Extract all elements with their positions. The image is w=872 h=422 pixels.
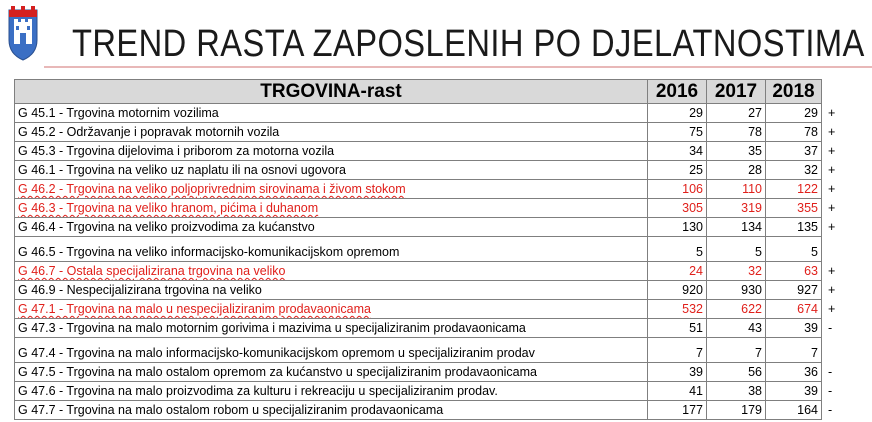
activity-label: G 47.6 - Trgovina na malo proizvodima za kulturu i rekreaciju u specijaliziranim prodav. <box>18 384 498 398</box>
trend-sign: - <box>828 365 833 379</box>
value-cell-2018: 135 <box>766 218 822 237</box>
trend-sign: + <box>828 182 836 196</box>
trend-sign <box>822 338 852 363</box>
value-cell-2017: 110 <box>707 180 766 199</box>
activity-label-cell <box>15 300 648 319</box>
value-cell-2016: 130 <box>648 218 707 237</box>
table-row <box>15 338 852 363</box>
activity-label: G 47.3 - Trgovina na malo motornim gorivima i mazivima u specijaliziranim prodavaonicama <box>18 321 526 335</box>
value-cell-2018: 29 <box>766 104 822 123</box>
value-cell-2017: 134 <box>707 218 766 237</box>
activity-label: G 46.4 - Trgovina na veliko proizvodima za kućanstvo <box>18 220 315 234</box>
activity-label-cell <box>15 363 648 382</box>
activity-label: G 47.1 - Trgovina na malo u nespecijaliziranim prodavaonicama <box>18 302 371 316</box>
value-cell-2016: 5 <box>648 237 707 262</box>
table-row <box>15 363 852 382</box>
activity-label-cell <box>15 382 648 401</box>
activity-label: G 45.1 - Trgovina motornim vozilima <box>18 106 219 120</box>
activity-label-cell <box>15 401 648 420</box>
value-cell-2018: 5 <box>766 237 822 262</box>
value-cell-2018: 63 <box>766 262 822 281</box>
value-cell-2016: 920 <box>648 281 707 300</box>
activity-label: G 46.5 - Trgovina na veliko informacijsko-komunikacijskom opremom <box>18 245 400 259</box>
value-cell-2018: 36 <box>766 363 822 382</box>
page-title: TREND RASTA ZAPOSLENIH PO DJELATNOSTIMA <box>72 23 865 65</box>
value-cell-2018: 39 <box>766 319 822 338</box>
activity-label: G 47.4 - Trgovina na malo informacijsko-komunikacijskom opremom u specijaliziranim prodav <box>18 346 535 360</box>
trend-sign: + <box>828 106 836 120</box>
value-cell-2016: 51 <box>648 319 707 338</box>
value-cell-2016: 41 <box>648 382 707 401</box>
table-row <box>15 319 852 338</box>
table-row <box>15 180 852 199</box>
table-row <box>15 199 852 218</box>
activity-label: G 46.2 - Trgovina na veliko poljoprivrednim sirovinama i živom stokom <box>18 182 406 196</box>
year-header-2018: 2018 <box>766 80 822 104</box>
value-cell-2017: 27 <box>707 104 766 123</box>
value-cell-2017: 78 <box>707 123 766 142</box>
activity-label-cell <box>15 319 648 338</box>
city-crest-icon <box>4 6 42 62</box>
table-row <box>15 161 852 180</box>
table-row <box>15 262 852 281</box>
activity-label-cell <box>15 338 648 363</box>
table-row <box>15 104 852 123</box>
value-cell-2017: 930 <box>707 281 766 300</box>
activity-label: G 46.7 - Ostala specijalizirana trgovina na veliko <box>18 264 286 278</box>
title-divider <box>44 66 872 68</box>
activity-label: G 47.5 - Trgovina na malo ostalom opremom za kućanstvo u specijaliziranim prodavaonicama <box>18 365 537 379</box>
value-cell-2017: 32 <box>707 262 766 281</box>
activity-label: G 47.7 - Trgovina na malo ostalom robom u specijaliziranim prodavaonicama <box>18 403 444 417</box>
value-cell-2016: 305 <box>648 199 707 218</box>
year-header-2016: 2016 <box>648 80 707 104</box>
year-header-2017: 2017 <box>707 80 766 104</box>
value-cell-2018: 927 <box>766 281 822 300</box>
trend-sign: - <box>828 403 833 417</box>
value-cell-2017: 7 <box>707 338 766 363</box>
value-cell-2018: 37 <box>766 142 822 161</box>
value-cell-2017: 43 <box>707 319 766 338</box>
value-cell-2017: 5 <box>707 237 766 262</box>
activity-label: G 46.9 - Nespecijalizirana trgovina na veliko <box>18 283 262 297</box>
table-row <box>15 237 852 262</box>
activity-label: G 46.1 - Trgovina na veliko uz naplatu ili na osnovi ugovora <box>18 163 346 177</box>
activity-label: G 45.2 - Održavanje i popravak motornih vozila <box>18 125 280 139</box>
value-cell-2017: 35 <box>707 142 766 161</box>
value-cell-2018: 164 <box>766 401 822 420</box>
activity-label: G 45.3 - Trgovina dijelovima i priborom za motorna vozila <box>18 144 335 158</box>
trend-sign: + <box>828 144 836 158</box>
value-cell-2018: 78 <box>766 123 822 142</box>
trend-sign: + <box>828 302 836 316</box>
activity-label-cell <box>15 161 648 180</box>
table-body <box>15 104 852 420</box>
value-cell-2016: 75 <box>648 123 707 142</box>
trend-sign <box>822 237 852 262</box>
activity-label-cell <box>15 104 648 123</box>
value-cell-2016: 24 <box>648 262 707 281</box>
activity-label-cell <box>15 142 648 161</box>
value-cell-2017: 319 <box>707 199 766 218</box>
value-cell-2018: 7 <box>766 338 822 363</box>
activity-label-cell <box>15 281 648 300</box>
activity-label-cell <box>15 123 648 142</box>
table-row <box>15 281 852 300</box>
value-cell-2018: 32 <box>766 161 822 180</box>
value-cell-2018: 39 <box>766 382 822 401</box>
value-cell-2016: 106 <box>648 180 707 199</box>
activity-label-cell <box>15 237 648 262</box>
value-cell-2016: 39 <box>648 363 707 382</box>
employment-table <box>14 79 852 420</box>
value-cell-2017: 38 <box>707 382 766 401</box>
value-cell-2016: 177 <box>648 401 707 420</box>
activity-label: G 46.3 - Trgovina na veliko hranom, pićima i duhanom <box>18 201 319 215</box>
value-cell-2016: 34 <box>648 142 707 161</box>
value-cell-2017: 56 <box>707 363 766 382</box>
trend-sign: - <box>828 321 833 335</box>
table-row <box>15 123 852 142</box>
value-cell-2017: 28 <box>707 161 766 180</box>
value-cell-2016: 25 <box>648 161 707 180</box>
value-cell-2017: 622 <box>707 300 766 319</box>
trend-sign: + <box>828 201 836 215</box>
trend-sign: + <box>828 264 836 278</box>
value-cell-2018: 674 <box>766 300 822 319</box>
table-header-row <box>15 80 852 104</box>
trend-header-blank <box>822 80 852 104</box>
table-row <box>15 401 852 420</box>
trend-sign: + <box>828 125 836 139</box>
table-row <box>15 382 852 401</box>
activity-label-cell <box>15 180 648 199</box>
value-cell-2018: 355 <box>766 199 822 218</box>
value-cell-2017: 179 <box>707 401 766 420</box>
value-cell-2016: 29 <box>648 104 707 123</box>
value-cell-2016: 532 <box>648 300 707 319</box>
activity-label-cell <box>15 218 648 237</box>
trend-sign: + <box>828 163 836 177</box>
value-cell-2018: 122 <box>766 180 822 199</box>
trend-sign: + <box>828 220 836 234</box>
value-cell-2016: 7 <box>648 338 707 363</box>
activity-label-cell <box>15 262 648 281</box>
table-row <box>15 142 852 161</box>
trend-sign: + <box>828 283 836 297</box>
table-row <box>15 300 852 319</box>
section-label-header: TRGOVINA-rast <box>15 80 648 104</box>
trend-sign: - <box>828 384 833 398</box>
activity-label-cell <box>15 199 648 218</box>
table-row <box>15 218 852 237</box>
